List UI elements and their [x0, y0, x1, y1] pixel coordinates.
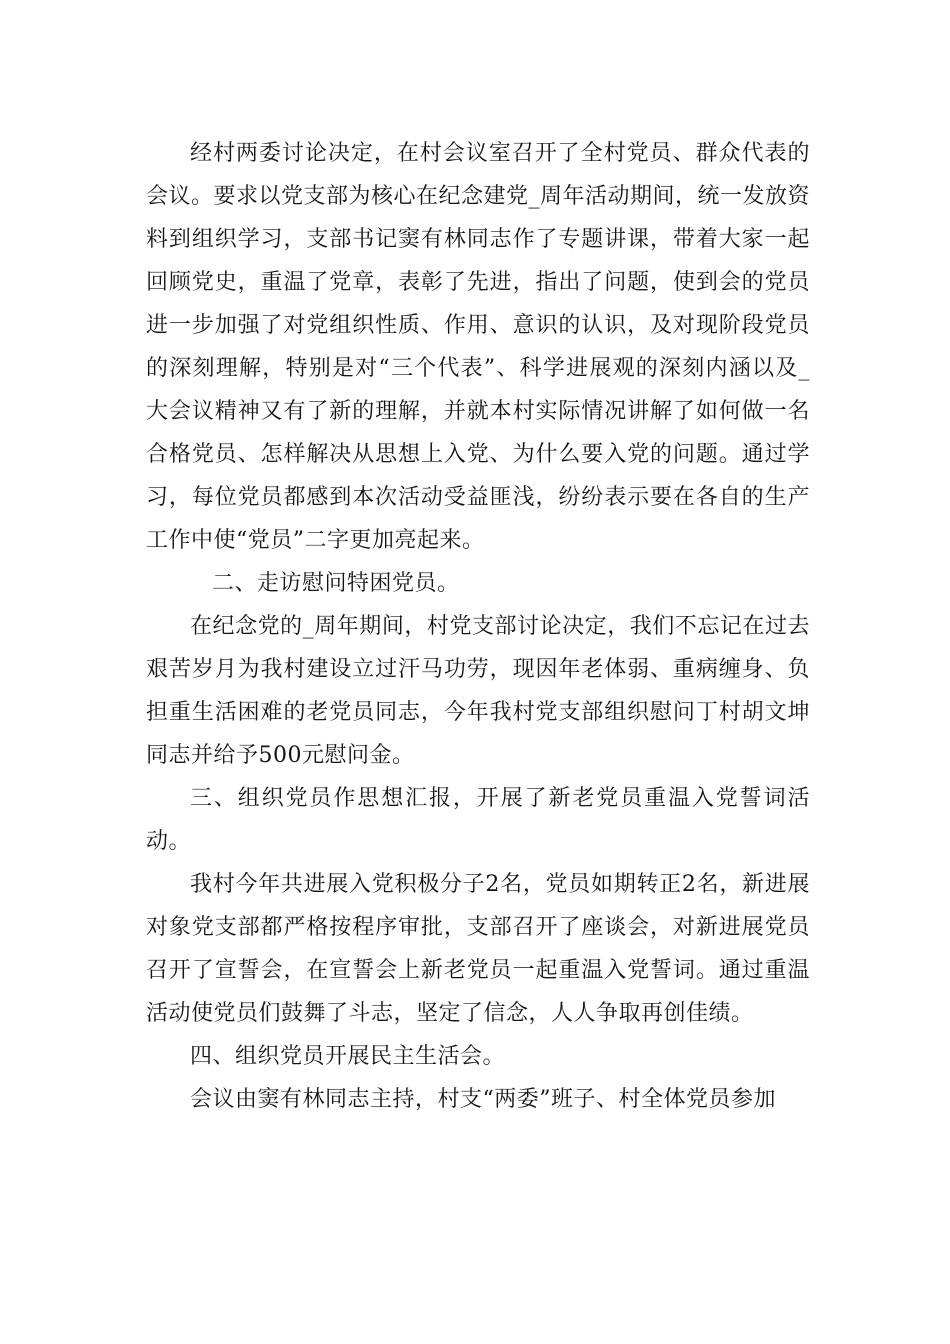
section-heading-visit: 二、走访慰问特困党员。: [212, 571, 460, 596]
paragraph-visit: 在纪念党的_周年期间，村党支部讨论决定，我们不忘记在过去艰苦岁月为我村建设立过汗马功劳，现因年老体弱、重病缠身、负担重生活困难的老党员同志，今年我村党支部组织慰问丁村胡文坤同志并给予500元慰问金。: [146, 614, 810, 768]
paragraph-study-activity: 经村两委讨论决定，在村会议室召开了全村党员、群众代表的会议。要求以党支部为核心在纪念建党_周年活动期间，统一发放资料到组织学习，支部书记窦有林同志作了专题讲课，带着大家一起回顾党史，重温了党章，表彰了先进，指出了问题，使到会的党员进一步加强了对党组织性质、作用、意识的认识，及对现阶段党员的深刻理解，特别是对“三个代表”、科学进展观的深刻内涵以及_大会议精神又有了新的理解，并就本村实际情况讲解了如何做一名合格党员、怎样解决从思想上入党、为什么要入党的问题。通过学习，每位党员都感到本次活动受益匪浅，纷纷表示要在各自的生产工作中使“党员”二字更加亮起来。: [146, 141, 811, 553]
document-body: [146, 132, 810, 1121]
section-heading-oath: 三、组织党员作思想汇报，开展了新老党员重温入党誓词活动。: [146, 786, 810, 854]
section-heading-democratic-meeting: 四、组织党员开展民主生活会。: [190, 1044, 506, 1069]
paragraph-democratic-meeting: 会议由窦有林同志主持，村支“两委”班子、村全体党员参加: [190, 1087, 776, 1112]
paragraph-oath: 我村今年共进展入党积极分子2名，党员如期转正2名，新进展对象党支部都严格按程序审批，支部召开了座谈会，对新进展党员召开了宣誓会，在宣誓会上新老党员一起重温入党誓词。通过重温活动使党员们鼓舞了斗志，坚定了信念，人人争取再创佳绩。: [146, 872, 810, 1026]
